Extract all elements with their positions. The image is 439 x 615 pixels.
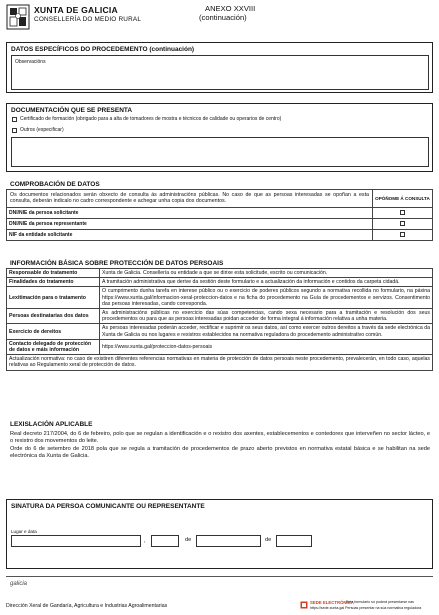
legislation-paragraph-1: Real decreto 217/2004, do 6 de febreiro, polo que se regulan a identificación e o rexistro dos axentes, establecementos e contedores que interveñen no sector lácteo, e o rexistro dos movementos do leite.: [10, 431, 430, 444]
check-row-entity-label: NIF da entidade solicitante: [7, 229, 373, 240]
legislation-paragraph-2: Orde do 6 de setembro de 2018 pola que se regula a tramitación de procedementos de prazo aberto previstos en normativa estatal básica e se habilitan na sede electrónica da Xunta de Galicia.: [10, 446, 430, 459]
specific-data-title: DATOS ESPECÍFICOS DO PROCEDEMENTO (continuación): [11, 46, 195, 53]
sede-text-1: Este formulario só poderá presentarse nas: [346, 600, 414, 604]
documents-title: DOCUMENTACIÓN QUE SE PRESENTA: [11, 107, 133, 114]
privacy-row-label: Responsable do tratamento: [7, 269, 100, 278]
legislation-title: LEXISLACIÓN APLICABLE: [10, 421, 93, 428]
privacy-row-label: Lexitimación para o tratamento: [7, 287, 100, 309]
privacy-title: INFORMACIÓN BÁSICA SOBRE PROTECCIÓN DE DATOS PERSOAIS: [10, 260, 224, 267]
sede-brand: SEDE ELECTRÓNICA: [310, 600, 354, 605]
documents-section: [6, 103, 433, 172]
galicia-logo-text: galicia: [10, 581, 28, 587]
org-name: XUNTA DE GALICIA: [34, 5, 118, 15]
oppose-entity-checkbox[interactable]: [400, 232, 405, 237]
privacy-row-label: Exercicio de dereitos: [7, 324, 100, 339]
privacy-row-value: A tramitación administrativa que derive da xestión deste formulario e a actualización da información e contidos da carpeta cidadá.: [100, 278, 433, 287]
place-date-label: Lugar e data: [11, 529, 37, 534]
training-certificate-label: Certificado de formación (obrigado para a alta de tomadores de mostra e técnicos de calidade ou operarios de centro): [20, 116, 282, 122]
org-dept: CONSELLERÍA DO MEDIO RURAL: [34, 16, 142, 23]
privacy-row-label: Contacto delegado de protección de datos e máis información: [7, 339, 100, 354]
data-check-section: [6, 178, 433, 251]
month-input[interactable]: [196, 535, 261, 547]
oppose-representative-checkbox[interactable]: [400, 221, 405, 226]
check-row-representative-label: DNI/NIE da persoa representante: [7, 218, 373, 229]
page-header: [6, 3, 433, 37]
data-check-intro: Os documentos relacionados serán obxecto de consulta ás administracións públicas. No caso de que as persoas interesadas se opoñan a esta consulta, deberán indicalo no cadro correspondente e achegar unha copia dos documentos.: [7, 190, 373, 208]
check-row-entity-cell: [373, 229, 433, 240]
sede-electronica-icon: [300, 601, 308, 609]
check-row-applicant-cell: [373, 207, 433, 218]
observations-label: Observacións: [15, 59, 46, 65]
de-separator-1: de: [185, 537, 192, 543]
annex-title: ANEXO XXVIII: [205, 4, 256, 13]
privacy-row-value: As administracións públicas no exercicio das súas competencias, cando sexa necesario para a tramitación e resolución dos seus procedementos ou para que as persoas interesadas poidan acceder de forma integral á información relativa a unha materia.: [100, 309, 433, 324]
oppose-applicant-checkbox[interactable]: [400, 210, 405, 215]
privacy-table: [6, 268, 433, 371]
xunta-logo-icon: [6, 4, 30, 30]
privacy-row-value: https://www.xunta.gal/proteccion-datos-persoais: [100, 339, 433, 354]
sede-badge: [300, 600, 433, 612]
privacy-note: Actualización normativa: no caso de existiren diferentes referencias normativas en materia de protección de datos persoais neste procedemento, prevalecerán, en todo caso, aquelas relativas ao Regulamento xeral de protección de datos.: [7, 355, 433, 370]
footer-department: Dirección Xeral de Gandaría, Agricultura e Industrias Agroalimentarias: [6, 603, 168, 609]
galicia-logo: [10, 581, 27, 587]
de-separator-2: de: [265, 537, 272, 543]
year-input[interactable]: [276, 535, 312, 547]
data-check-table: [6, 189, 433, 241]
privacy-section: [6, 257, 433, 413]
day-input[interactable]: [151, 535, 179, 547]
others-checkbox[interactable]: [12, 128, 17, 133]
privacy-row-label: Finalidades do tratamento: [7, 278, 100, 287]
sede-text-2: https://sede.xunta.gal Persoas presentar na súa normativa reguladora: [310, 606, 422, 610]
others-specify-field[interactable]: [11, 137, 429, 167]
training-certificate-checkbox[interactable]: [12, 117, 17, 122]
legislation-section: [6, 418, 433, 459]
privacy-row-label: Persoas destinatarias dos datos: [7, 309, 100, 324]
others-label: Outros (especificar): [20, 127, 64, 133]
comma-separator: ,: [144, 538, 146, 544]
specific-data-section: [6, 42, 433, 93]
observations-field[interactable]: [11, 55, 429, 90]
privacy-row-value: O cumprimento dunha tarefa en interese público ou o exercicio de poderes públicos segundo a normativa recollida no formulario, na páxina https://www.xunta.gal/informacion-xeral-proteccion-datos e na ficha do procedemento na Guía de procedementos e servizos. Consentimento das persoas interesadas, cando corresponda.: [100, 287, 433, 309]
check-row-representative-cell: [373, 218, 433, 229]
data-check-title: COMPROBACIÓN DE DATOS: [10, 181, 100, 188]
privacy-row-value: Xunta de Galicia. Consellería ou entidade a que se dirixe esta solicitude, escrito ou comunicación.: [100, 269, 433, 278]
check-row-applicant-label: DNI/NIE da persoa solicitante: [7, 207, 373, 218]
signature-title: SINATURA DA PERSOA COMUNICANTE OU REPRESENTANTE: [11, 503, 205, 510]
signature-section: [6, 499, 433, 569]
footer-divider: [6, 576, 433, 577]
place-input[interactable]: [11, 535, 141, 547]
oppose-column-header: OPÓÑOME Á CONSULTA: [373, 190, 433, 208]
privacy-row-value: As persoas interesadas poderán acceder, rectificar e suprimir os seus datos, así como exercer outros dereitos a través da sede electrónica da Xunta de Galicia ou nos lugares e rexistros establecidos na normativa reguladora do procedemento administrativo común.: [100, 324, 433, 339]
annex-subtitle: (continuación): [199, 13, 247, 22]
